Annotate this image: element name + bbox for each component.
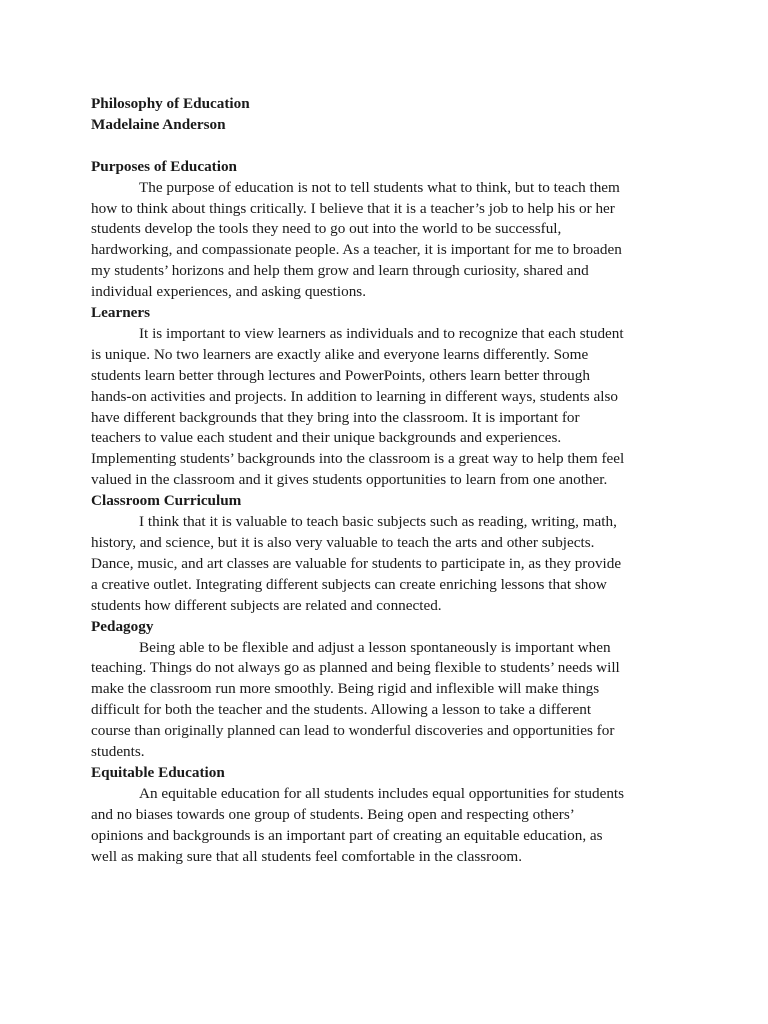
paragraph-line: An equitable education for all students includes equal opportunities for students <box>139 784 625 802</box>
document-author: Madelaine Anderson <box>91 115 226 133</box>
paragraph-line: teachers to value each student and their unique backgrounds and experiences. <box>91 429 562 447</box>
paragraph-line: my students’ horizons and help them grow and learn through curiosity, shared and <box>91 262 589 280</box>
section-equitable-education <box>91 763 691 868</box>
paragraph-line: hands-on activities and projects. In addition to learning in different ways, students also <box>91 387 618 405</box>
paragraph-line: opinions and backgrounds is an important part of creating an equitable education, as <box>91 826 603 844</box>
section-heading: Classroom Curriculum <box>91 492 242 510</box>
section-purposes-of-education <box>91 157 691 303</box>
paragraph-line: difficult for both the teacher and the students. Allowing a lesson to take a different <box>91 701 592 719</box>
section-classroom-curriculum <box>91 491 691 616</box>
paragraph-line: a creative outlet. Integrating different subjects can create enriching lessons that show <box>91 575 607 593</box>
paragraph-line: well as making sure that all students feel comfortable in the classroom. <box>91 847 523 865</box>
paragraph-line: teaching. Things do not always go as planned and being flexible to students’ needs will <box>91 659 620 677</box>
paragraph-line: make the classroom run more smoothly. Being rigid and inflexible will make things <box>91 680 600 698</box>
paragraph-line: students develop the tools they need to go out into the world to be successful, <box>91 220 562 238</box>
paragraph-line: students. <box>91 743 145 761</box>
paragraph-line: Implementing students’ backgrounds into the classroom is a great way to help them feel <box>91 450 625 468</box>
paragraph-line: how to think about things critically. I believe that it is a teacher’s job to help his or her <box>91 199 615 217</box>
section-paragraph <box>91 784 691 868</box>
section-heading: Learners <box>91 304 151 322</box>
paragraph-line: The purpose of education is not to tell students what to think, but to teach them <box>139 178 620 196</box>
section-paragraph <box>91 324 691 491</box>
section-heading: Pedagogy <box>91 617 154 635</box>
section-learners <box>91 303 691 491</box>
section-paragraph <box>91 638 691 763</box>
paragraph-line: hardworking, and compassionate people. As a teacher, it is important for me to broaden <box>91 241 622 259</box>
paragraph-line: Dance, music, and art classes are valuable for students to participate in, as they provide <box>91 554 622 572</box>
paragraph-line: Being able to be flexible and adjust a lesson spontaneously is important when <box>139 638 611 656</box>
section-heading: Purposes of Education <box>91 157 237 175</box>
paragraph-line: have different backgrounds that they bring into the classroom. It is important for <box>91 408 580 426</box>
paragraph-line: I think that it is valuable to teach basic subjects such as reading, writing, math, <box>139 513 617 531</box>
section-heading: Equitable Education <box>91 763 225 781</box>
paragraph-line: is unique. No two learners are exactly alike and everyone learns differently. Some <box>91 345 589 363</box>
section-pedagogy <box>91 617 691 763</box>
section-paragraph <box>91 512 691 617</box>
paragraph-line: course than originally planned can lead to wonderful discoveries and opportunities for <box>91 722 615 740</box>
paragraph-line: students learn better through lectures and PowerPoints, others learn better through <box>91 366 590 384</box>
document-body <box>91 94 691 868</box>
paragraph-line: history, and science, but it is also very valuable to teach the arts and other subjects. <box>91 534 595 552</box>
paragraph-line: and no biases towards one group of students. Being open and respecting others’ <box>91 805 575 823</box>
title-spacer <box>91 136 691 157</box>
paragraph-line: individual experiences, and asking questions. <box>91 283 366 301</box>
paragraph-line: It is important to view learners as individuals and to recognize that each student <box>139 324 624 342</box>
paragraph-line: students how different subjects are related and connected. <box>91 596 442 614</box>
section-paragraph <box>91 178 691 303</box>
paragraph-line: valued in the classroom and it gives students opportunities to learn from one another. <box>91 471 608 489</box>
document-title: Philosophy of Education <box>91 95 250 112</box>
